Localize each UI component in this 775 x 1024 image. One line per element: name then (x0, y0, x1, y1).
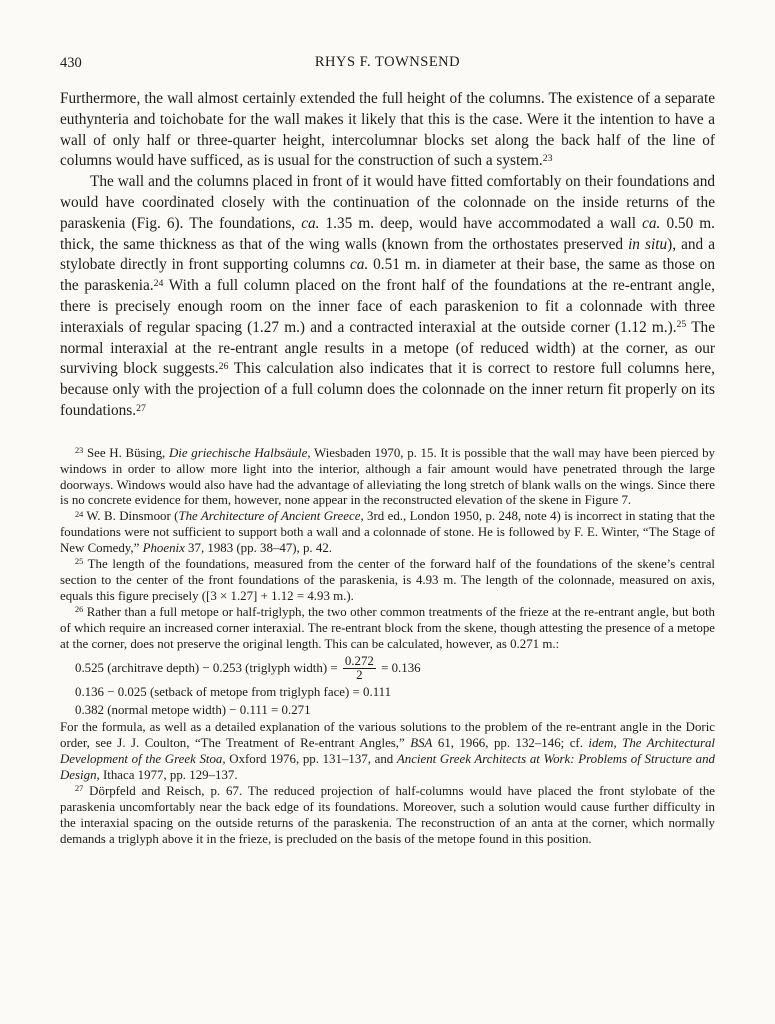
body-text (60, 89, 715, 422)
paragraph: Furthermore, the wall almost certainly extended the full height of the columns. The existence of a separate euthynteria and toichobate for the wall makes it likely that this is the case. Were it the intention to have a wall of only half or three-quarter height, intercolumnar blocks set along the back half of the line of columns would have sufficed, as is usual for the construction of such a system.$^{23}$ (60, 90, 715, 170)
footnote-formula-line: 0.382 (normal metope width) − 0.111 = 0.271 (75, 702, 311, 717)
footnote-paragraph: $^{23}$ See H. Büsing, Die griechische Halbsäule, Wiesbaden 1970, p. 15. It is possible that the wall may have been pierced by windows in order to allow more light into the interior, although a fair amount would have penetrated through the large doorways. Windows would also have had the advantage of alleviating the long stretch of blank walls on the wings. Since there is no concrete evidence for them, however, none appear in the reconstructed elevation of the skene in Figure 7. (60, 445, 715, 508)
fraction-numerator: 0.272 (344, 653, 374, 668)
footnote-paragraph: $^{26}$ Rather than a full metope or half-triglyph, the two other common treatments of the frieze at the re-entrant angle, but both of which require an increased corner interaxial. The re-entrant block from the skene, though attesting the presence of a metope at the corner, does not preserve the original length. This can be calculated, however, as 0.271 m.: (60, 604, 715, 651)
footnote-paragraph: $^{24}$ W. B. Dinsmoor (The Architecture of Ancient Greece, 3rd ed., London 1950, p. 248, note 4) is incorrect in stating that the foundations were not sufficient to support both a wall and a colonnade of stone. He is followed by F. E. Winter, “The Stage of New Comedy,” Phoenix 37, 1983 (pp. 38–47), p. 42. (60, 509, 715, 556)
fraction (343, 655, 376, 683)
footnote-paragraph: $^{27}$ Dörpfeld and Reisch, p. 67. The reduced projection of half-columns would have placed the front stylobate of the paraskenia uncomfortably near the back edge of its foundations. Moreover, such a solution would cause further difficulty in the interaxial spacing on the outside returns of the paraskenia. The reconstruction of an anta at the corner, which normally demands a triglyph above it in the frieze, is precluded on the basis of the metope found in this position. (60, 784, 715, 846)
fraction-denominator: 2 (356, 668, 363, 683)
footnote-paragraph: $^{25}$ The length of the foundations, measured from the center of the forward half of the foundations of the skene’s central section to the center of the front foundations of the paraskenia, is 4.93 m. The length of the colonnade, measured on axis, equals this figure precisely ([3 × 1.27] + 1.12 = 4.93 m.). (60, 557, 715, 603)
footnote-formula-line: 0.136 − 0.025 (setback of metope from triglyph face) = 0.111 (75, 684, 392, 699)
footnotes (60, 446, 715, 848)
paragraph: The wall and the columns placed in front of it would have fitted comfortably on their foundations and would have coordinated closely with the continuation of the colonnade on the inside returns of the paraskenia (Fig. 6). The foundations, ca. 1.35 m. deep, would have accommodated a wall ca. 0.50 m. thick, the same thickness as that of the wing walls (known from the orthostates preserved in situ), and a stylobate directly in front supporting columns ca. 0.51 m. in diameter at their base, the same as those on the paraskenia.$^{24}$ With a full column placed on the front half of the foundations at the re-entrant angle, there is precisely enough room on the inner face of each paraskenion to fit a colonnade with three interaxials of regular spacing (1.27 m.) and a contracted interaxial at the outside corner (1.12 m.).$^{25}$ The normal interaxial at the re-entrant angle results in a metope (of reduced width) at the corner, as our surviving block suggests.$^{26}$ This calculation also indicates that it is correct to restore full columns here, because only with the projection of a full column does the colonnade on the inner return fit properly on its foundations.$^{27}$ (60, 173, 716, 419)
footnote-formula-line: 0.525 (architrave depth) − 0.253 (triglyph width) = $\frac{0.272}{2}$ = 0.136 (75, 653, 421, 683)
page-number: 430 (60, 55, 82, 71)
running-head: RHYS F. TOWNSEND (314, 54, 461, 70)
footnote-paragraph: For the formula, as well as a detailed explanation of the various solutions to the problem of the re-entrant angle in the Doric order, see J. J. Coulton, “The Treatment of Re-entrant Angles,” BSA 61, 1966, pp. 132–146; cf. idem, The Architectural Development of the Greek Stoa, Oxford 1976, pp. 131–137, and Ancient Greek Architects at Work: Problems of Structure and Design, Ithaca 1977, pp. 129–137. (60, 720, 715, 783)
page-header (60, 54, 715, 72)
